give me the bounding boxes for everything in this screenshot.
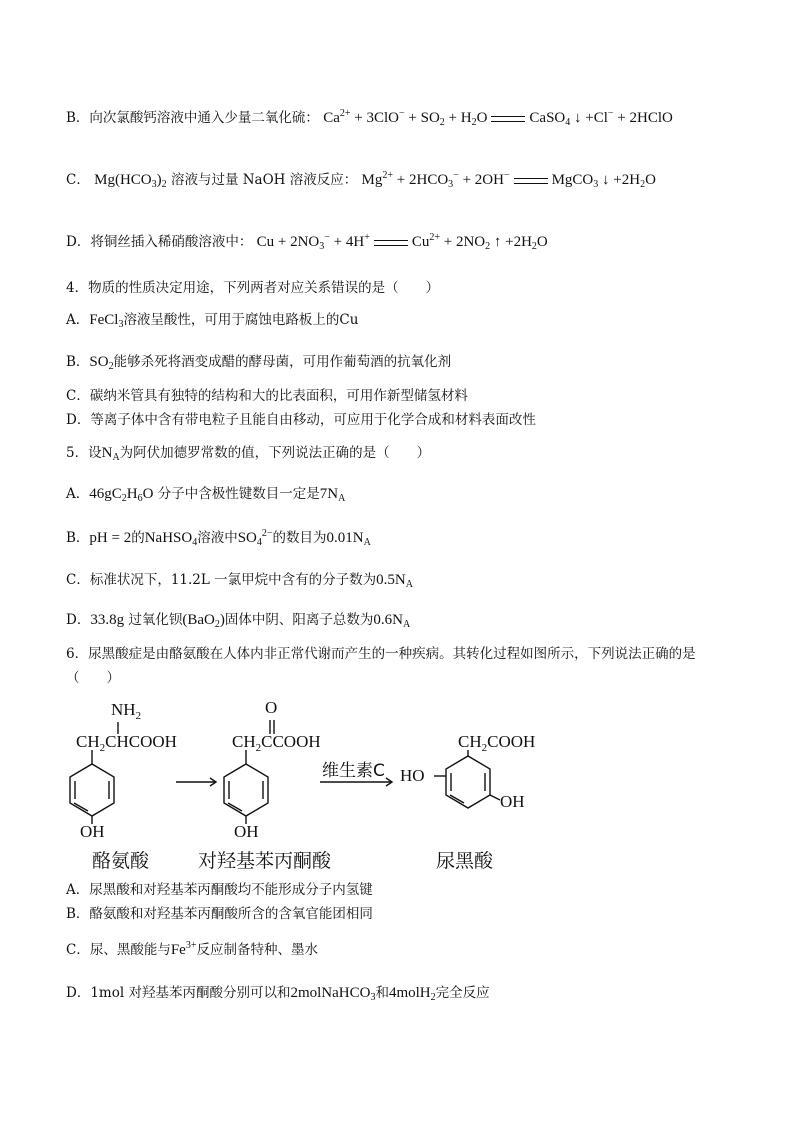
formula: FeCl$_3$ bbox=[89, 312, 124, 330]
benzene-ring bbox=[70, 764, 114, 816]
structure-lines bbox=[0, 690, 794, 875]
formula: $SO_4^{2-}$ bbox=[237, 528, 273, 548]
formula: 2molNaHCO$_3$ bbox=[290, 985, 376, 1003]
bond bbox=[490, 795, 500, 800]
formula: $SO_2$ bbox=[89, 354, 114, 372]
oh-group: OH bbox=[234, 822, 259, 841]
formula: $N_A$ bbox=[101, 445, 120, 463]
formula: 4molH$_2$ bbox=[388, 985, 436, 1003]
ho-group: HO bbox=[400, 766, 425, 785]
q5-option-b: B．pH = 2的NaHSO$_4$溶液中$SO_4^{2-}$的数目为$0.01N_A$ bbox=[66, 528, 371, 548]
formula: pH = 2 bbox=[89, 530, 132, 546]
formula: 33.8g bbox=[90, 612, 125, 628]
q4-option-a: A．FeCl$_3$溶液呈酸性，可用于腐蚀电路板上的Cu bbox=[66, 312, 359, 330]
formula: $0.6N_A$ bbox=[373, 612, 411, 630]
q4-option-c: C．碳纳米管具有独特的结构和大的比表面积，可用作新型储氢材料 bbox=[66, 388, 468, 404]
q4-option-b: B．$SO_2$能够杀死将酒变成醋的酵母菌，可用作葡萄酒的抗氧化剂 bbox=[66, 354, 452, 372]
q6-option-c: C．尿、黑酸能与$Fe^{3+}$反应制备特种、墨水 bbox=[66, 940, 318, 958]
q5-stem: 5．设$N_A$为阿伏加德罗常数的值，下列说法正确的是（ ） bbox=[66, 445, 431, 463]
equation: $Ca^{2+} + 3ClO^- + SO_2 + H_2O$ CaSO$_4$ ↓ +Cl− + 2HClO bbox=[323, 108, 673, 128]
formula: $Mg(HCO_3)_2$ bbox=[94, 172, 167, 190]
formula: $7N_A$ bbox=[319, 486, 346, 504]
q6-option-d: D．1mol 对羟基苯丙酮酸分别可以和2molNaHCO$_3$和4molH$_2$完全反应 bbox=[66, 985, 490, 1003]
tyrosine-chain: $CH_2CHCOOH$ bbox=[76, 732, 177, 754]
pyruvic-chain: $CH_2CCOOH$ bbox=[232, 732, 321, 754]
q6-option-a: A．尿黑酸和对羟基苯丙酮酸均不能形成分子内氢键 bbox=[66, 882, 373, 898]
benzene-ring bbox=[446, 756, 490, 808]
formula: (BaO$_2$) bbox=[182, 612, 225, 630]
q5-option-a: A．$46gC_2H_6O$ 分子中含极性键数目一定是$7N_A$ bbox=[66, 486, 346, 504]
reaction-diagram bbox=[0, 690, 794, 875]
label-phpp: 对羟基苯丙酮酸 bbox=[198, 850, 332, 872]
formula: $46gC_2H_6O$ bbox=[89, 486, 154, 504]
q5-option-d: D．33.8g 过氧化钡(BaO$_2$)固体中阴、阳离子总数为$0.6N_A$ bbox=[66, 612, 411, 630]
label-homogentisic: 尿黑酸 bbox=[436, 850, 494, 872]
q3-option-c: C． $Mg(HCO_3)_2$ 溶液与过量 NaOH 溶液反应： $Mg^{2+} + 2HCO_3^- + 2OH^-$ MgCO$_3$ ↓ $+2H_2O$ bbox=[66, 170, 656, 190]
equation: $Cu + 2NO_3^- + 4H^+$ $Cu^{2+} + 2NO_2$ ↑ $+2H_2O$ bbox=[256, 232, 548, 252]
q6-option-b: B．酪氨酸和对羟基苯丙酮酸所含的含氧官能团相同 bbox=[66, 906, 373, 922]
benzene-ring bbox=[224, 764, 268, 816]
formula: NaHSO$_4$ bbox=[144, 530, 198, 548]
q3-option-d: D．将铜丝插入稀硝酸溶液中： $Cu + 2NO_3^- + 4H^+$ $Cu^{2+} + 2NO_2$ ↑ $+2H_2O$ bbox=[66, 232, 548, 252]
keto-o: O bbox=[265, 698, 278, 717]
formula: $0.5N_A$ bbox=[376, 572, 413, 590]
q6-paren: （ ） bbox=[66, 670, 120, 686]
oh-group: OH bbox=[500, 792, 525, 811]
label-tyrosine: 酪氨酸 bbox=[92, 850, 150, 872]
oh-group: OH bbox=[80, 822, 105, 841]
homogentisic-chain: $CH_2COOH$ bbox=[458, 732, 536, 754]
q4-option-d: D．等离子体中含有带电粒子且能自由移动，可应用于化学合成和材料表面改性 bbox=[66, 412, 536, 428]
equation: $Mg^{2+} + 2HCO_3^- + 2OH^-$ MgCO$_3$ ↓ $+2H_2O$ bbox=[361, 170, 656, 190]
formula: $0.01N_A$ bbox=[326, 530, 371, 548]
q6-stem: 6．尿黑酸症是由酪氨酸在人体内非正常代谢而产生的一种疾病。其转化过程如图所示，下列说法正确的是 bbox=[66, 646, 696, 662]
arrow-label: 维生素C bbox=[322, 761, 385, 781]
q3-option-b: B．向次氯酸钙溶液中通入少量二氧化硫： $Ca^{2+} + 3ClO^- + SO_2 + H_2O$ CaSO$_4$ ↓ +Cl− + 2HClO bbox=[66, 108, 673, 128]
formula: $Fe^{3+}$ bbox=[170, 940, 197, 958]
q5-option-c: C．标准状况下，11.2L 一氯甲烷中含有的分子数为$0.5N_A$ bbox=[66, 572, 413, 590]
nh2-group: $NH_2$ bbox=[111, 700, 142, 722]
q4-stem: 4．物质的性质决定用途，下列两者对应关系错误的是（ ） bbox=[66, 280, 440, 296]
